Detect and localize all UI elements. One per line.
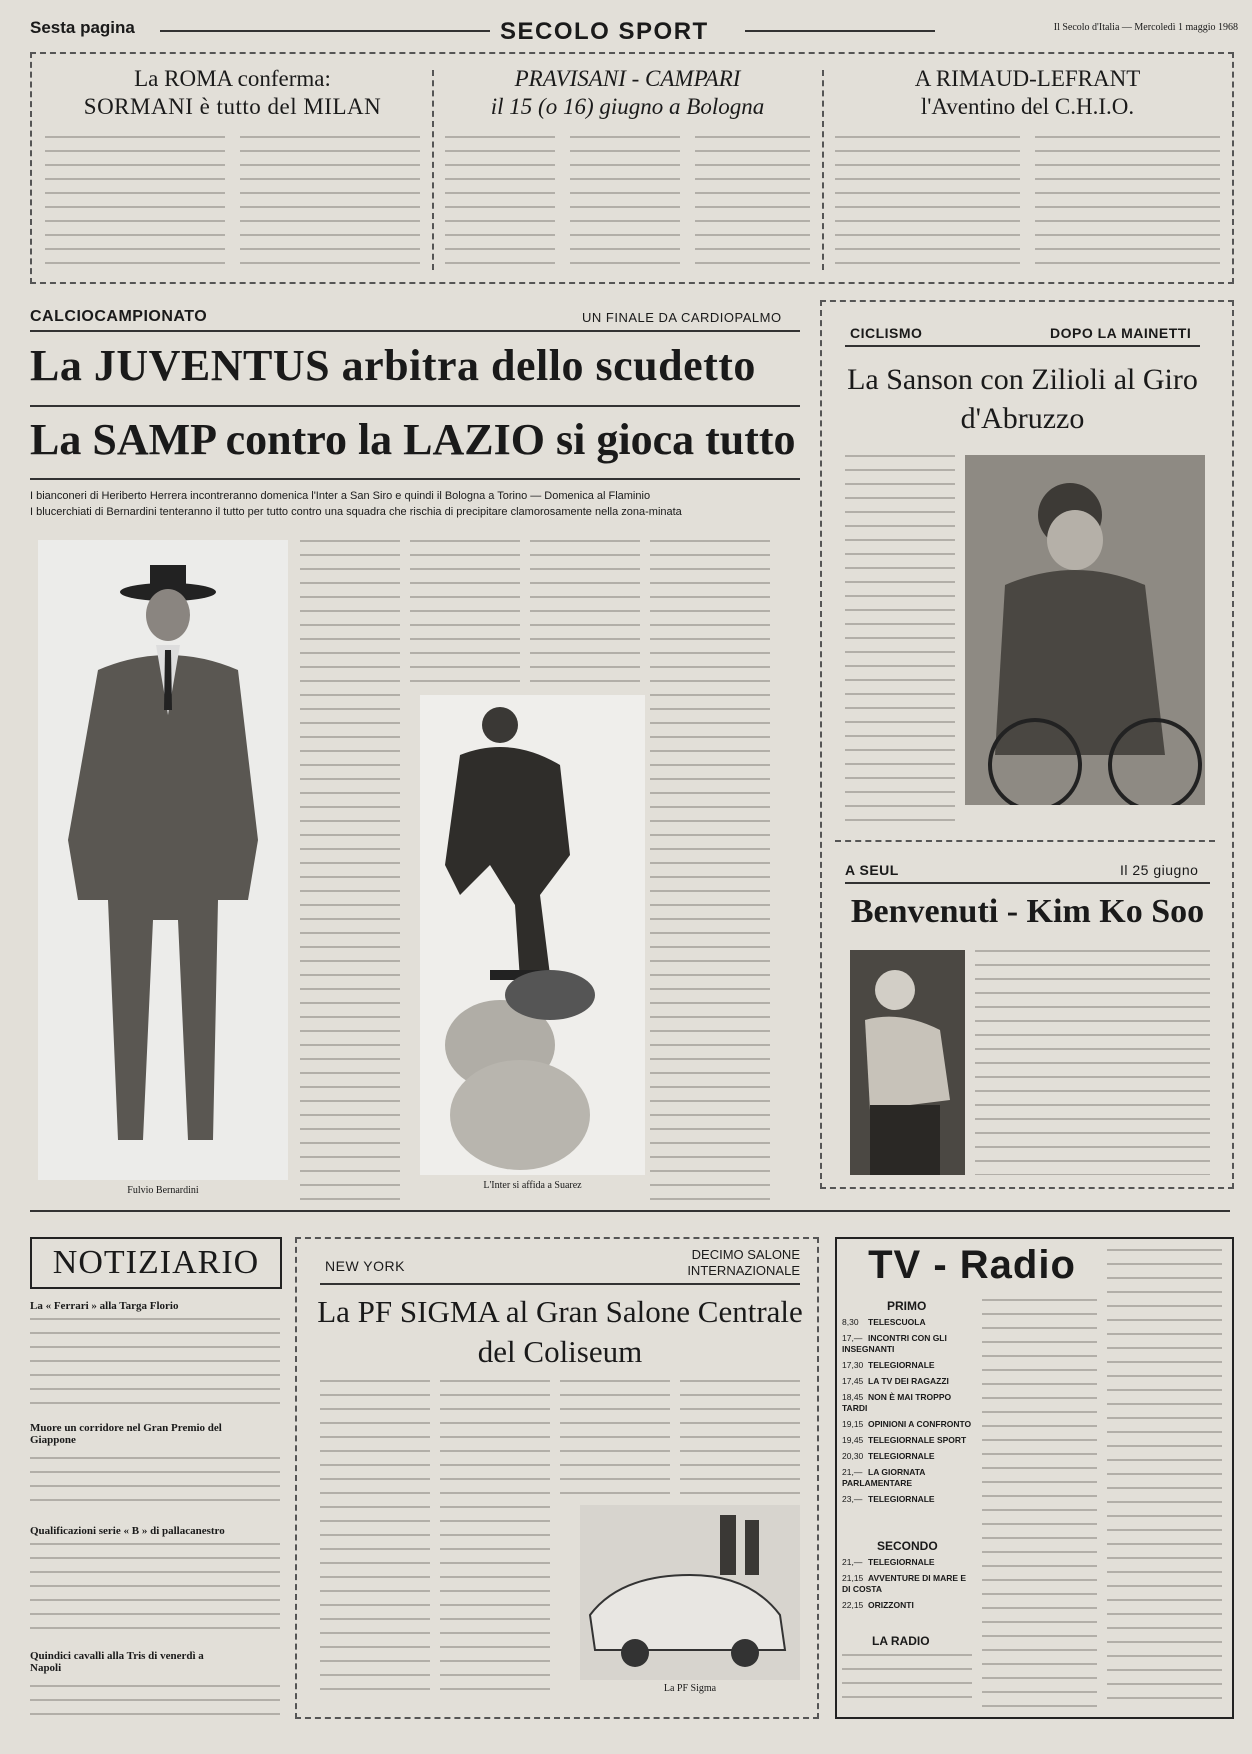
bernardini-photo xyxy=(38,540,288,1180)
tv-time: 19,45 xyxy=(842,1435,864,1445)
tv-radio-box xyxy=(835,1237,1234,1719)
sigma-kicker-right-1: DECIMO SALONE xyxy=(691,1247,800,1262)
suarez-caption: L'Inter si affida a Suarez xyxy=(483,1180,582,1191)
tv-program: TELEGIORNALE xyxy=(868,1451,935,1461)
roma-text-col-1 xyxy=(45,136,225,266)
tv-time: 17,30 xyxy=(842,1360,864,1370)
pravisani-article xyxy=(445,66,810,271)
pravisani-text-col-1 xyxy=(445,136,555,266)
tv-program: TELEGIORNALE SPORT xyxy=(868,1435,967,1445)
tv-primo-row xyxy=(842,1494,972,1505)
notiziario-item-2: Muore un corridore nel Gran Premio del Giappone xyxy=(30,1422,222,1446)
juve-text-col-1 xyxy=(300,540,400,1200)
tv-time: 20,30 xyxy=(842,1451,864,1461)
sigma-caption: La PF Sigma xyxy=(663,1683,717,1694)
car-figure xyxy=(580,1505,800,1680)
juve-kicker-right: UN FINALE DA CARDIOPALMO xyxy=(582,310,782,325)
notiziario-item-4-text xyxy=(30,1685,280,1720)
notiziario-item-3-text xyxy=(30,1543,280,1638)
tv-secondo-row xyxy=(842,1600,972,1611)
tv-time: 17,45 xyxy=(842,1376,864,1386)
pravisani-text-col-3 xyxy=(695,136,810,266)
tv-time: 19,15 xyxy=(842,1419,864,1429)
roma-title-1: La ROMA conferma: xyxy=(134,66,331,91)
roma-article xyxy=(45,66,420,271)
juve-deck-2: I blucerchiati di Bernardini tenteranno il tutto per tutto contro una squadra che rischia di precipitare clamorosamente nella zona-minata xyxy=(30,506,682,518)
tv-program: TELESCUOLA xyxy=(868,1317,926,1327)
tv-program: OPINIONI A CONFRONTO xyxy=(868,1419,972,1429)
tv-secondo-row xyxy=(842,1557,972,1568)
masthead: SECOLO SPORT xyxy=(500,18,709,45)
tv-time: 21,— xyxy=(842,1467,863,1477)
rimaud-text-col-1 xyxy=(835,136,1020,266)
tv-program: NON È MAI TROPPO TARDI xyxy=(842,1392,952,1413)
notiziario-title-box xyxy=(30,1237,282,1289)
tv-secondo-list xyxy=(842,1557,972,1616)
notiziario-item-1: La « Ferrari » alla Targa Florio xyxy=(30,1300,179,1312)
sigma-headline: La PF SIGMA al Gran Salone Centrale del Coliseum xyxy=(317,1294,803,1370)
sigma-text-col-2 xyxy=(440,1380,550,1700)
seul-divider xyxy=(835,840,1215,842)
ciclismo-text-col xyxy=(845,455,955,825)
ciclismo-kicker-right: DOPO LA MAINETTI xyxy=(1050,325,1192,341)
juve-text-col-4 xyxy=(650,540,770,1200)
rimaud-text-col-2 xyxy=(1035,136,1220,266)
notiziario-item-1-text xyxy=(30,1318,280,1408)
notiziario-item-4: Quindici cavalli alla Tris di venerdì a Napoli xyxy=(30,1650,204,1674)
tv-time: 22,15 xyxy=(842,1600,864,1610)
tv-program: LA GIORNATA PARLAMENTARE xyxy=(842,1467,926,1488)
tv-program: ORIZZONTI xyxy=(868,1600,914,1610)
tv-primo-row xyxy=(842,1467,972,1489)
tv-primo-label: PRIMO xyxy=(887,1299,927,1313)
juve-headline-1: La JUVENTUS arbitra dello scudetto xyxy=(30,341,756,390)
juve-text-col-3 xyxy=(530,540,640,690)
juve-deck-1: I bianconeri di Heriberto Herrera incontreranno domenica l'Inter a San Siro e quindi il Bologna a Torino — Domenica al Flaminio xyxy=(30,490,651,502)
juve-headline-2: La SAMP contro la LAZIO si gioca tutto xyxy=(30,415,796,464)
tv-primo-row xyxy=(842,1360,972,1371)
dateline: Il Secolo d'Italia — Mercoledì 1 maggio 1968 xyxy=(1053,22,1238,33)
tv-primo-row xyxy=(842,1451,972,1462)
pravisani-title-2: il 15 (o 16) giugno a Bologna xyxy=(490,94,765,119)
notiziario-item-2-text xyxy=(30,1457,280,1512)
tv-primo-row xyxy=(842,1419,972,1430)
roma-text-col-2 xyxy=(240,136,420,266)
tv-secondo-row xyxy=(842,1573,972,1595)
tv-program: INCONTRI CON GLI INSEGNANTI xyxy=(842,1333,947,1354)
tv-time: 18,45 xyxy=(842,1392,864,1402)
seul-rule xyxy=(845,882,1210,884)
sigma-rule xyxy=(320,1283,800,1285)
notiziario-item-3: Qualificazioni serie « B » di pallacanestro xyxy=(30,1525,225,1537)
seul-kicker-left: A SEUL xyxy=(845,862,899,878)
notiziario-list xyxy=(30,1300,280,1720)
tv-title: TV - Radio xyxy=(868,1243,1076,1287)
suarez-photo xyxy=(420,695,645,1175)
juve-kicker-left: CALCIOCAMPIONATO xyxy=(30,308,208,325)
tv-time: 21,15 xyxy=(842,1573,864,1583)
tv-primo-row xyxy=(842,1317,972,1328)
suarez-figure xyxy=(420,695,645,1175)
sigma-kicker-right-2: INTERNAZIONALE xyxy=(687,1263,800,1278)
tv-primo-list xyxy=(842,1317,972,1510)
tv-program: TELEGIORNALE xyxy=(868,1557,935,1567)
seul-headline: Benvenuti - Kim Ko Soo xyxy=(850,893,1205,930)
seul-kicker-right: Il 25 giugno xyxy=(1120,862,1199,878)
tv-program: LA TV DEI RAGAZZI xyxy=(868,1376,949,1386)
notiziario-title: NOTIZIARIO xyxy=(52,1244,260,1281)
tv-primo-row xyxy=(842,1435,972,1446)
tv-radio-label: LA RADIO xyxy=(872,1634,930,1648)
ciclismo-rule xyxy=(845,345,1200,347)
rimaud-title-2: l'Aventino del C.H.I.O. xyxy=(920,94,1135,119)
tv-primo-row xyxy=(842,1376,972,1387)
pravisani-text-col-2 xyxy=(570,136,680,266)
radio-text xyxy=(842,1654,972,1709)
rimaud-title-1: A RIMAUD-LEFRANT xyxy=(914,66,1141,91)
header-rule-right xyxy=(745,30,935,32)
pravisani-title-1: PRAVISANI - CAMPARI xyxy=(514,66,741,91)
tv-time: 17,— xyxy=(842,1333,863,1343)
bernardini-figure xyxy=(38,540,288,1180)
tv-secondo-label: SECONDO xyxy=(877,1539,938,1553)
juve-headline-rule xyxy=(30,405,800,407)
sigma-text-col-1 xyxy=(320,1380,430,1700)
top-divider-2 xyxy=(822,70,824,270)
top-divider-1 xyxy=(432,70,434,270)
sigma-text-col-3 xyxy=(560,1380,670,1495)
tv-primo-row xyxy=(842,1333,972,1355)
tv-text-col-3 xyxy=(1107,1249,1222,1709)
tv-time: 23,— xyxy=(842,1494,863,1504)
juve-text-col-2 xyxy=(410,540,520,690)
sigma-kicker-left: NEW YORK xyxy=(325,1258,405,1274)
tv-program: AVVENTURE DI MARE E DI COSTA xyxy=(842,1573,967,1594)
tv-primo-row xyxy=(842,1392,972,1414)
bottom-section-rule xyxy=(30,1210,1230,1212)
section-label: Sesta pagina xyxy=(30,18,135,37)
boxer-figure xyxy=(850,950,965,1175)
sigma-car-photo xyxy=(580,1505,800,1680)
bernardini-caption: Fulvio Bernardini xyxy=(127,1185,199,1196)
seul-text-col xyxy=(975,950,1210,1175)
ciclismo-headline: La Sanson con Zilioli al Giro d'Abruzzo xyxy=(847,363,1198,435)
roma-title-2: SORMANI è tutto del MILAN xyxy=(83,94,382,119)
cyclist-figure xyxy=(965,455,1205,805)
juve-deck-rule xyxy=(30,478,800,480)
sigma-text-col-4 xyxy=(680,1380,800,1495)
cyclist-photo xyxy=(965,455,1205,805)
tv-text-col-2 xyxy=(982,1299,1097,1709)
tv-program: TELEGIORNALE xyxy=(868,1360,935,1370)
tv-program: TELEGIORNALE xyxy=(868,1494,935,1504)
header-rule-left xyxy=(160,30,490,32)
tv-time: 8,30 xyxy=(842,1317,859,1327)
rimaud-article xyxy=(835,66,1220,271)
ciclismo-kicker-left: CICLISMO xyxy=(850,325,923,341)
benvenuti-photo xyxy=(850,950,965,1175)
juve-kicker-rule xyxy=(30,330,800,332)
tv-time: 21,— xyxy=(842,1557,863,1567)
